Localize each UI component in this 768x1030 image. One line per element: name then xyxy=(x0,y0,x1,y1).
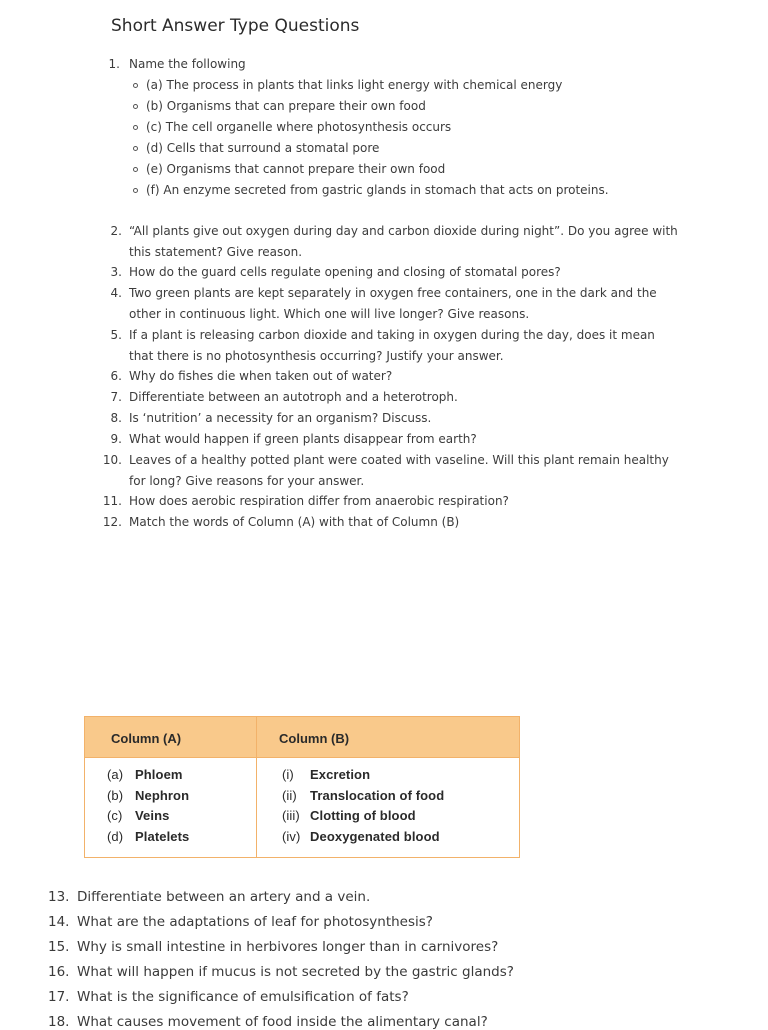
question-number: 11. xyxy=(102,494,122,508)
question-text: Is ‘nutrition’ a necessity for an organism? Discuss. xyxy=(129,411,432,425)
list-item xyxy=(48,939,498,955)
subitem-text: (c) The cell organelle where photosynthesis occurs xyxy=(146,120,452,134)
question-text: Match the words of Column (A) with that of Column (B) xyxy=(129,515,460,529)
question-text: Why is small intestine in herbivores longer than in carnivores? xyxy=(77,939,499,955)
question-number: 4. xyxy=(110,286,122,300)
bullet-icon xyxy=(133,188,138,193)
list-item xyxy=(48,889,370,905)
column-b-cell xyxy=(282,808,416,823)
bullet-icon xyxy=(133,104,138,109)
question-number: 14. xyxy=(48,914,70,930)
subitem-text: (b) Organisms that can prepare their own food xyxy=(146,99,426,113)
list-item xyxy=(48,914,433,930)
cell-value: Translocation of food xyxy=(310,788,445,803)
question-number: 16. xyxy=(48,964,70,980)
question-number: 2. xyxy=(110,224,122,238)
bullet-icon xyxy=(133,125,138,130)
cell-key: (d) xyxy=(107,829,124,844)
bullet-icon xyxy=(133,167,138,172)
column-b-cell xyxy=(282,788,444,803)
question-text: this statement? Give reason. xyxy=(129,245,303,259)
cell-key: (ii) xyxy=(282,788,297,803)
cell-value: Veins xyxy=(135,808,170,823)
question-text: What is the significance of emulsification of fats? xyxy=(77,989,409,1005)
list-item xyxy=(48,964,514,980)
cell-key: (a) xyxy=(107,767,124,782)
question-number: 6. xyxy=(110,369,122,383)
cell-value: Nephron xyxy=(135,788,190,803)
question-number: 18. xyxy=(48,1014,70,1030)
question-number: 17. xyxy=(48,989,70,1005)
cell-key: (c) xyxy=(107,808,123,823)
bullet-icon xyxy=(133,83,138,88)
column-divider xyxy=(256,717,257,857)
question-text: other in continuous light. Which one will live longer? Give reasons. xyxy=(129,307,530,321)
subitem-text: (a) The process in plants that links light energy with chemical energy xyxy=(146,78,563,92)
question-text: Two green plants are kept separately in oxygen free containers, one in the dark and the xyxy=(129,286,657,300)
question-number: 9. xyxy=(110,432,122,446)
cell-key: (i) xyxy=(282,767,294,782)
section-heading: Short Answer Type Questions xyxy=(111,16,360,36)
question-text: How do the guard cells regulate opening and closing of stomatal pores? xyxy=(129,265,561,279)
question-number: 3. xyxy=(110,265,122,279)
subitem-text: (f) An enzyme secreted from gastric glands in stomach that acts on proteins. xyxy=(146,183,609,197)
cell-value: Deoxygenated blood xyxy=(310,829,440,844)
column-a-cell xyxy=(107,829,189,844)
cell-key: (b) xyxy=(107,788,124,803)
column-b-cell xyxy=(282,767,370,782)
question-text: “All plants give out oxygen during day and carbon dioxide during night”. Do you agree with xyxy=(129,224,678,238)
question-number: 15. xyxy=(48,939,70,955)
question-text: What causes movement of food inside the alimentary canal? xyxy=(77,1014,488,1030)
cell-value: Platelets xyxy=(135,829,190,844)
question-number: 13. xyxy=(48,889,70,905)
subitem-text: (d) Cells that surround a stomatal pore xyxy=(146,141,380,155)
question-number: 12. xyxy=(102,515,122,529)
column-a-cell xyxy=(107,808,169,823)
column-a-header: Column (A) xyxy=(111,731,182,746)
cell-value: Phloem xyxy=(135,767,183,782)
list-item xyxy=(48,1014,488,1030)
question-text: What would happen if green plants disappear from earth? xyxy=(129,432,477,446)
column-a-cell xyxy=(107,767,183,782)
question-text: If a plant is releasing carbon dioxide and taking in oxygen during the day, does it mean xyxy=(129,328,655,342)
question-text: Name the following xyxy=(129,57,246,71)
cell-value: Clotting of blood xyxy=(310,808,416,823)
question-text: What are the adaptations of leaf for photosynthesis? xyxy=(77,914,433,930)
question-text: How does aerobic respiration differ from anaerobic respiration? xyxy=(129,494,509,508)
question-text: Leaves of a healthy potted plant were coated with vaseline. Will this plant remain healthy xyxy=(129,453,669,467)
question-number: 10. xyxy=(102,453,122,467)
column-a-cell xyxy=(107,788,189,803)
question-text: that there is no photosynthesis occurring? Justify your answer. xyxy=(129,349,504,363)
column-b-header: Column (B) xyxy=(279,731,350,746)
column-b-cell xyxy=(282,829,440,844)
question-number: 8. xyxy=(110,411,122,425)
question-text: for long? Give reasons for your answer. xyxy=(129,474,365,488)
question-text: Differentiate between an autotroph and a heterotroph. xyxy=(129,390,458,404)
question-text: Differentiate between an artery and a vein. xyxy=(77,889,371,905)
cell-key: (iv) xyxy=(282,829,301,844)
question-number: 5. xyxy=(110,328,122,342)
subitem-text: (e) Organisms that cannot prepare their own food xyxy=(146,162,446,176)
question-number: 1. xyxy=(108,57,120,71)
question-text: Why do fishes die when taken out of water? xyxy=(129,369,393,383)
list-item xyxy=(48,989,409,1005)
question-text: What will happen if mucus is not secreted by the gastric glands? xyxy=(77,964,514,980)
cell-key: (iii) xyxy=(282,808,300,823)
match-table xyxy=(84,716,520,858)
question-number: 7. xyxy=(110,390,122,404)
bullet-icon xyxy=(133,146,138,151)
cell-value: Excretion xyxy=(310,767,371,782)
